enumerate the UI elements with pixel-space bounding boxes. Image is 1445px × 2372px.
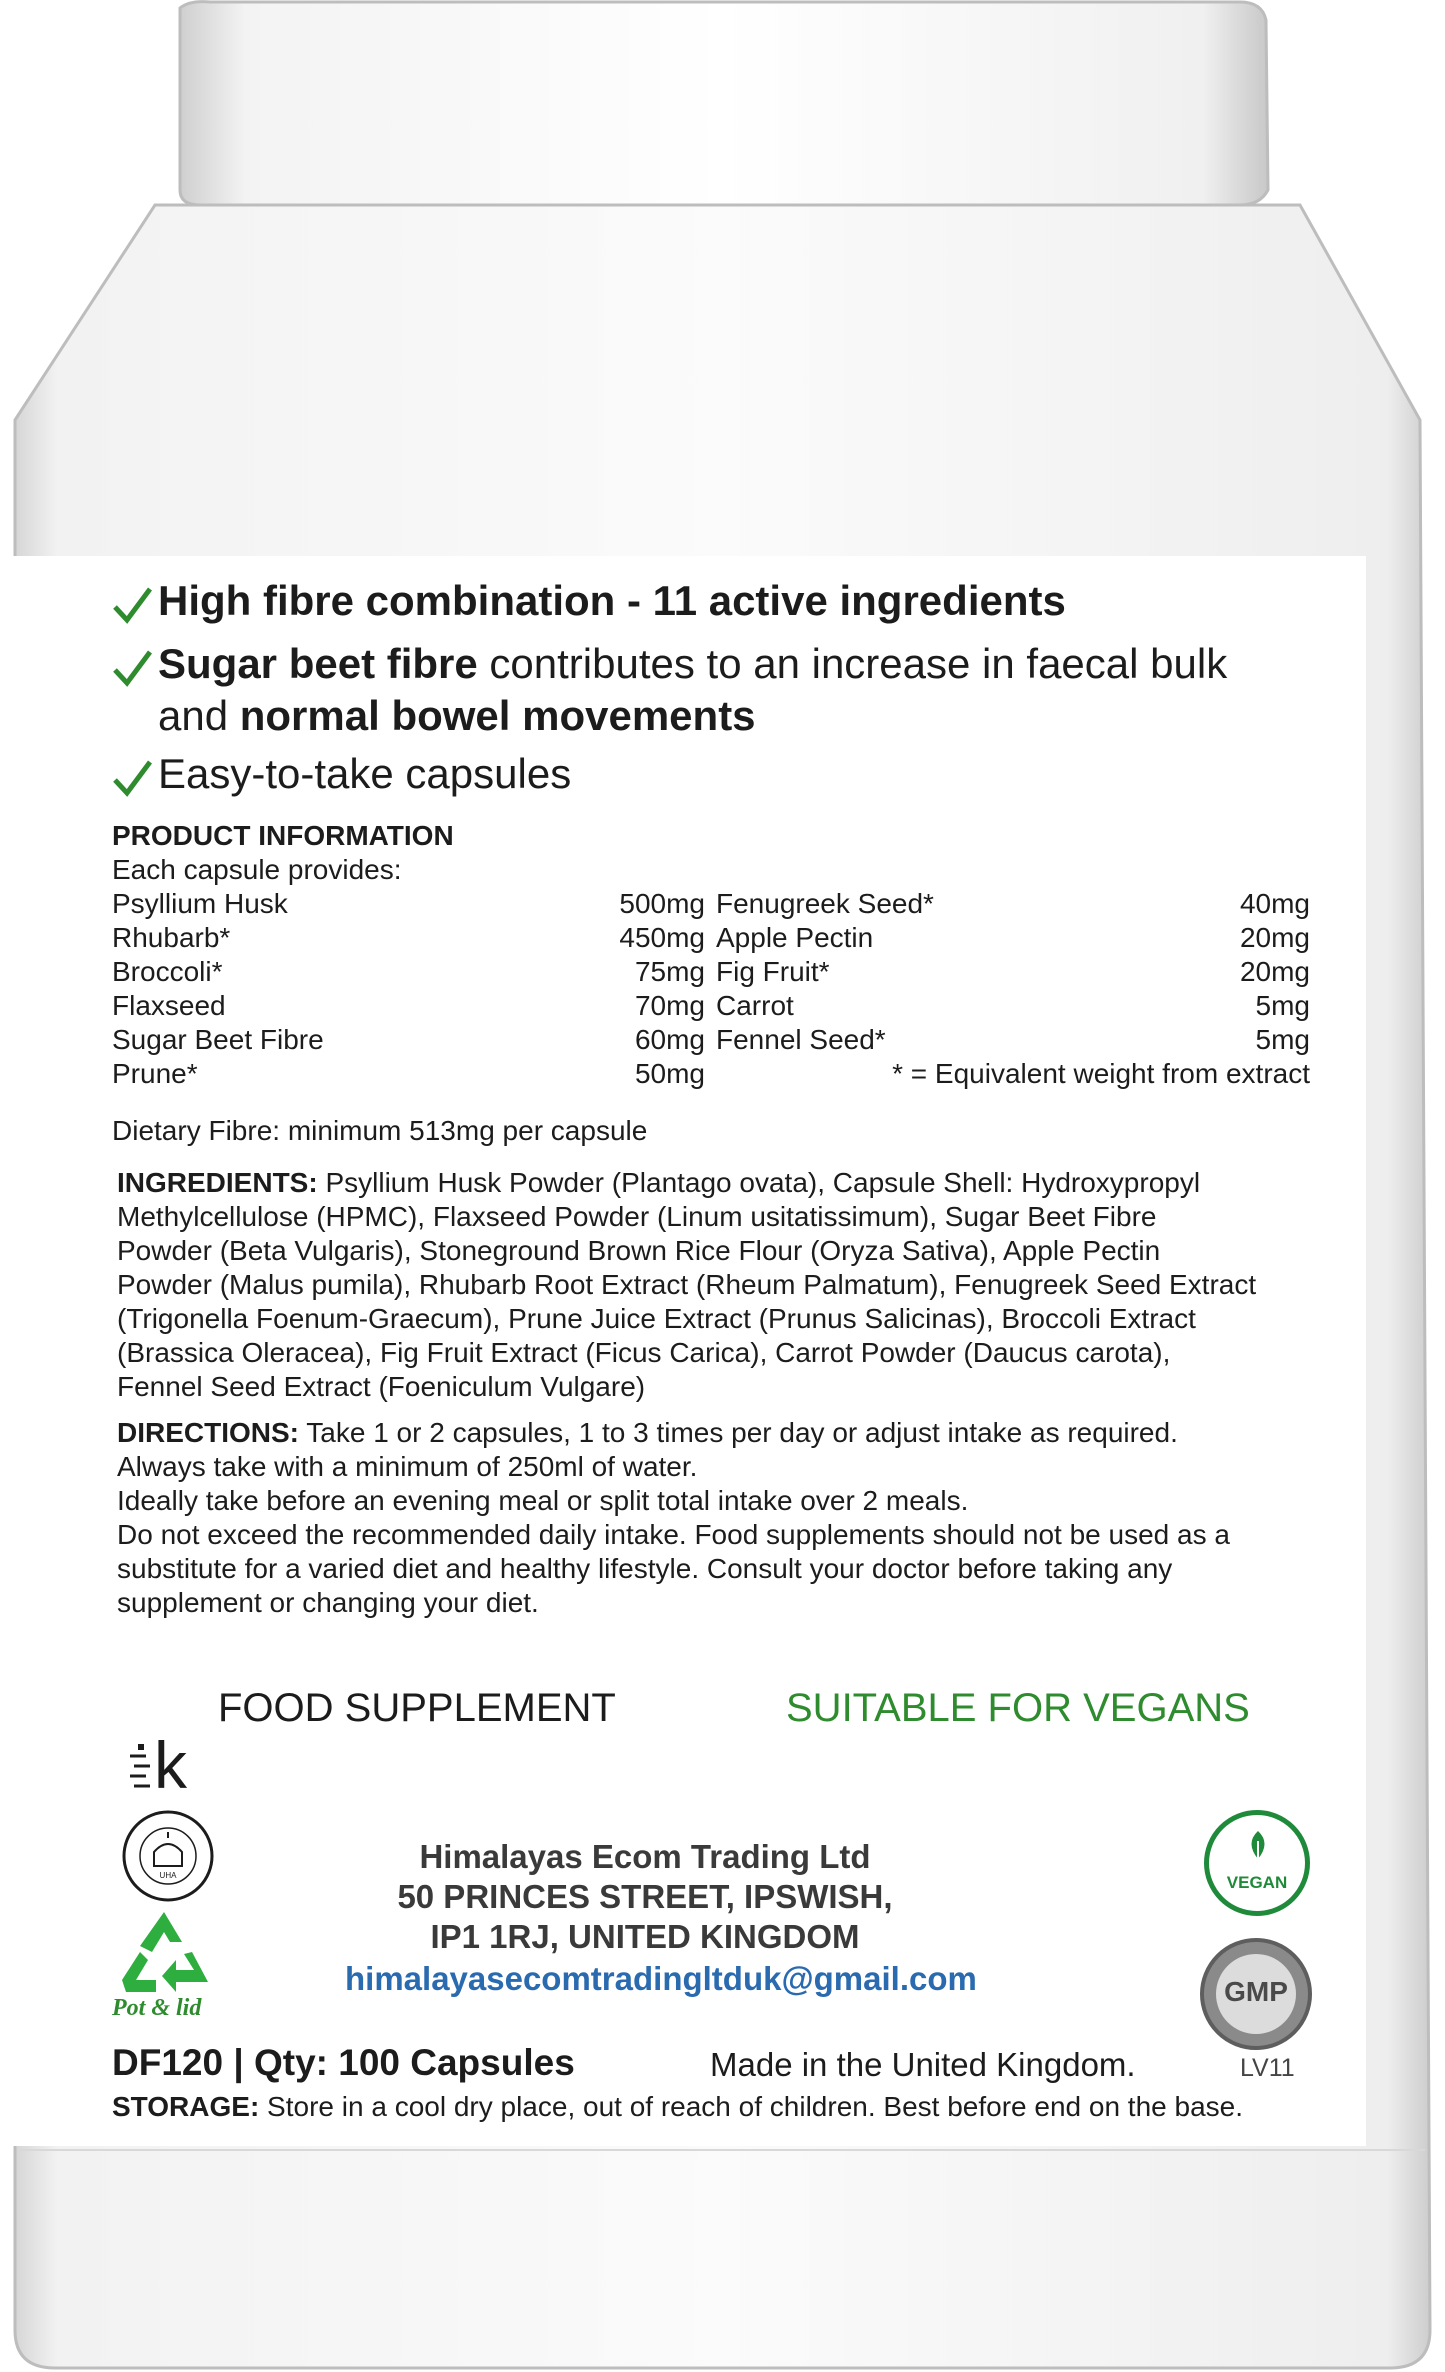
- nutrient-name: Carrot: [716, 990, 794, 1021]
- ingredients-line: Methylcellulose (HPMC), Flaxseed Powder (Linum usitatissimum), Sugar Beet Fibre: [117, 1201, 1157, 1232]
- dietary-fibre-note: Dietary Fibre: minimum 513mg per capsule: [112, 1115, 648, 1146]
- lv-code: LV11: [1240, 2054, 1295, 2082]
- nutrient-amount: 70mg: [634, 990, 705, 1021]
- claim-sugar-beet: Sugar beet fibre contributes to an increase in faecal bulk: [158, 640, 1228, 687]
- product-info-subheading: Each capsule provides:: [112, 854, 402, 885]
- ingredients-line: INGREDIENTS: Psyllium Husk Powder (Plantago ovata), Capsule Shell: Hydroxypropyl: [117, 1167, 1201, 1198]
- claim-high-fibre: High fibre combination - 11 active ingredients: [158, 577, 1066, 624]
- storage-line: STORAGE: Store in a cool dry place, out of reach of children. Best before end on the base.: [112, 2091, 1243, 2122]
- ingredients-line: Powder (Malus pumila), Rhubarb Root Extract (Rheum Palmatum), Fenugreek Seed Extract: [117, 1269, 1257, 1300]
- checkmark-icon: [112, 758, 152, 798]
- nutrient-name: Psyllium Husk: [112, 888, 288, 919]
- ingredients-line: Powder (Beta Vulgaris), Stoneground Brown Rice Flour (Oryza Sativa), Apple Pectin: [117, 1235, 1161, 1266]
- company-city: IP1 1RJ, UNITED KINGDOM: [430, 1918, 860, 1955]
- food-supplement-label: FOOD SUPPLEMENT: [218, 1686, 616, 1730]
- directions-line: supplement or changing your diet.: [117, 1587, 539, 1618]
- nutrient-name: Rhubarb*: [112, 922, 231, 953]
- nutrient-name: Flaxseed: [112, 990, 226, 1021]
- directions-line: DIRECTIONS: Take 1 or 2 capsules, 1 to 3 times per day or adjust intake as required.: [117, 1417, 1178, 1448]
- directions-line: Ideally take before an evening meal or split total intake over 2 meals.: [117, 1485, 969, 1516]
- suitable-for-vegans-label: SUITABLE FOR VEGANS: [786, 1686, 1250, 1730]
- k-logo-letter: k: [154, 1728, 187, 1802]
- nutrient-name: Fenugreek Seed*: [716, 888, 934, 919]
- company-street: 50 PRINCES STREET, IPSWISH,: [397, 1878, 893, 1915]
- ingredients-line: (Brassica Oleracea), Fig Fruit Extract (Ficus Carica), Carrot Powder (Daucus carota),: [117, 1337, 1171, 1368]
- vegan-badge-text: VEGAN: [1226, 1873, 1288, 1892]
- nutrient-amount: 75mg: [634, 956, 705, 987]
- product-code: DF120 | Qty: 100 Capsules: [112, 2042, 575, 2083]
- nutrient-name: Sugar Beet Fibre: [112, 1024, 324, 1055]
- nutrient-amount: 20mg: [1239, 922, 1310, 953]
- product-info-heading: PRODUCT INFORMATION: [112, 820, 454, 851]
- nutrient-amount: 60mg: [634, 1024, 705, 1055]
- vegan-badge: [1204, 1810, 1310, 1916]
- nutrient-amount: 5mg: [1255, 990, 1310, 1021]
- claim-sugar-beet-line2: and normal bowel movements: [158, 692, 756, 739]
- nutrient-amount: 450mg: [619, 922, 705, 953]
- directions-line: Do not exceed the recommended daily intake. Food supplements should not be used as a: [117, 1519, 1230, 1550]
- nutrient-name: Fennel Seed*: [716, 1024, 886, 1055]
- gmp-badge: [1200, 1938, 1312, 2050]
- directions-line: substitute for a varied diet and healthy lifestyle. Consult your doctor before taking any: [117, 1553, 1173, 1584]
- company-name: Himalayas Ecom Trading Ltd: [419, 1838, 871, 1875]
- nutrient-amount: 50mg: [634, 1058, 705, 1089]
- recycle-icon: [112, 1906, 216, 1998]
- nutrient-amount: 20mg: [1239, 956, 1310, 987]
- nutrient-amount: 5mg: [1255, 1024, 1310, 1055]
- gmp-badge-text: GMP: [1224, 1976, 1288, 2007]
- nutrient-amount: 500mg: [619, 888, 705, 919]
- extract-footnote: * = Equivalent weight from extract: [892, 1058, 1310, 1089]
- nutrient-amount: 40mg: [1239, 888, 1310, 919]
- directions-line: Always take with a minimum of 250ml of water.: [117, 1451, 698, 1482]
- made-in-label: Made in the United Kingdom.: [710, 2046, 1136, 2083]
- ingredients-line: Fennel Seed Extract (Foeniculum Vulgare): [117, 1371, 646, 1402]
- halal-seal-icon: [120, 1808, 216, 1904]
- checkmark-icon: [112, 648, 152, 688]
- company-email[interactable]: himalayasecomtradingltduk@gmail.com: [345, 1960, 977, 1997]
- leaf-icon: [1243, 1829, 1273, 1867]
- uha-text: UHA: [159, 1871, 177, 1880]
- nutrient-name: Apple Pectin: [716, 922, 874, 953]
- claim-easy-capsules: Easy-to-take capsules: [158, 750, 572, 797]
- nutrient-name: Broccoli*: [112, 956, 223, 987]
- nutrient-name: Fig Fruit*: [716, 956, 830, 987]
- nutrient-name: Prune*: [112, 1058, 198, 1089]
- bottle-cap: [180, 2, 1268, 205]
- pot-lid-label: Pot & lid: [112, 1995, 202, 2021]
- checkmark-icon: [112, 585, 152, 625]
- ingredients-line: (Trigonella Foenum-Graecum), Prune Juice Extract (Prunus Salicinas), Broccoli Extract: [117, 1303, 1196, 1334]
